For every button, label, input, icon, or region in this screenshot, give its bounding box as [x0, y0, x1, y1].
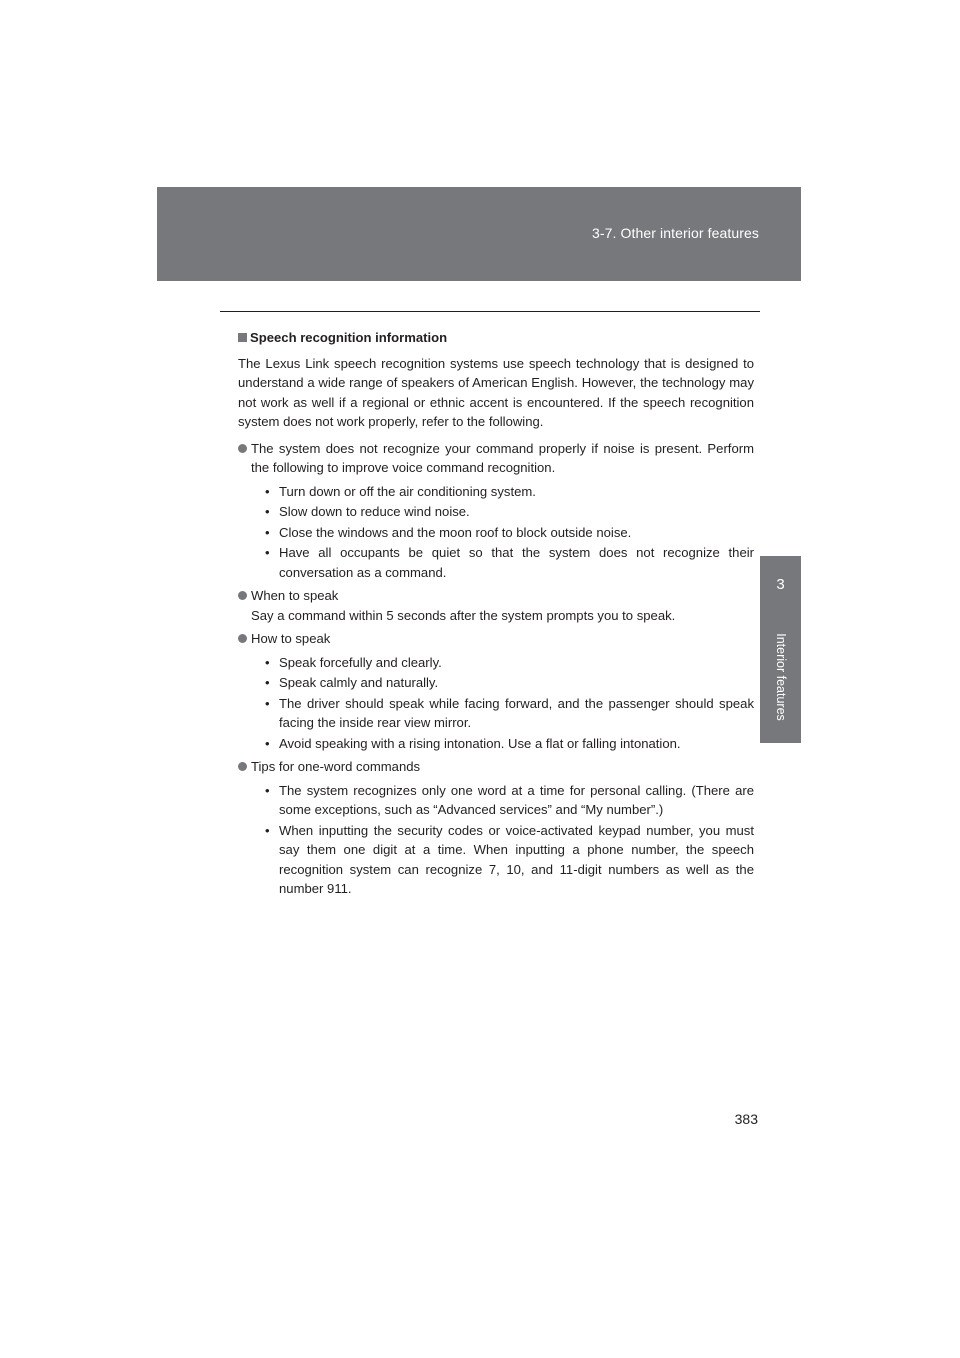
dot-marker-icon: • [265, 675, 270, 690]
sub-list-item-text: Close the windows and the moon roof to block outside noise. [279, 524, 632, 540]
sub-list [251, 653, 754, 754]
sub-list-item-text: When inputting the security codes or voice-activated keypad number, you must say them one digit at a time. When inputting a phone number, the speech recognition system can recognize 7, 10, and 11-digit numbers as well as the number 911. [279, 822, 754, 896]
section-divider [220, 311, 760, 312]
list-item [238, 757, 754, 899]
sub-list-item [265, 673, 754, 693]
sub-list-item-text: The driver should speak while facing forward, and the passenger should speak facing the inside rear view mirror. [279, 695, 754, 730]
list-item-detail: Say a command within 5 seconds after the system prompts you to speak. [251, 607, 676, 623]
dot-marker-icon: • [265, 822, 270, 838]
sub-list-item [265, 543, 754, 582]
sub-list-item [265, 821, 754, 899]
sub-list [251, 482, 754, 583]
section-title: 3-7. Other interior features [592, 225, 759, 241]
sub-list-item [265, 781, 754, 820]
sub-list-item-text: Slow down to reduce wind noise. [279, 504, 470, 519]
intro-paragraph: The Lexus Link speech recognition systems use speech technology that is designed to understand a wide range of speakers of American English. However, the technology may not work as well if a regional or ethnic accent is encountered. If the speech recognition system does not work properly, refer to the following. [238, 355, 754, 429]
list-item-title: When to speak [251, 588, 339, 603]
circle-bullet-icon [238, 762, 247, 771]
square-bullet-icon [238, 333, 247, 342]
sub-list-item-text: Speak forcefully and clearly. [279, 654, 442, 670]
sub-list-item [265, 502, 754, 522]
chapter-label: Interior features [774, 633, 788, 721]
dot-marker-icon: • [265, 735, 270, 751]
dot-marker-icon: • [265, 483, 270, 499]
dot-marker-icon: • [265, 654, 270, 670]
section-heading [238, 328, 754, 348]
sub-list-item [265, 734, 754, 754]
page-number: 383 [734, 1111, 758, 1127]
circle-bullet-icon [238, 444, 247, 453]
sub-list [251, 781, 754, 899]
list-item [238, 439, 754, 583]
list-item-text [251, 586, 754, 625]
header-band [157, 187, 801, 281]
dot-marker-icon: • [265, 545, 270, 560]
sub-list-item-text: Turn down or off the air conditioning system. [279, 483, 536, 499]
circle-bullet-icon [238, 591, 247, 600]
dot-marker-icon: • [265, 524, 270, 540]
dot-marker-icon: • [265, 504, 270, 519]
dot-marker-icon: • [265, 695, 270, 711]
sub-list-item-text: Speak calmly and naturally. [279, 675, 439, 690]
circle-bullet-icon [238, 634, 247, 643]
list-item [238, 629, 754, 753]
chapter-number-tab [760, 556, 801, 612]
section-content [238, 328, 754, 900]
sub-list-item [265, 523, 754, 543]
list-item-text: Tips for one-word commands [251, 759, 421, 774]
list-item-text: The system does not recognize your command properly if noise is present. Perform the following to improve voice command recognition. [251, 440, 754, 475]
sub-list-item-text: Avoid speaking with a rising intonation. Use a flat or falling intonation. [279, 735, 681, 751]
sub-list-item [265, 482, 754, 502]
sub-list-item [265, 653, 754, 673]
section-heading-text: Speech recognition information [250, 330, 448, 345]
sub-list-item [265, 694, 754, 733]
dot-marker-icon: • [265, 782, 270, 798]
list-item-text: How to speak [251, 631, 331, 646]
list-item [238, 586, 754, 625]
chapter-number: 3 [776, 575, 785, 593]
sub-list-item-text: Have all occupants be quiet so that the system does not recognize their conversation as a command. [279, 545, 754, 580]
sub-list-item-text: The system recognizes only one word at a time for personal calling. (There are some exceptions, such as “Advanced services” and “My number”.) [279, 782, 754, 817]
